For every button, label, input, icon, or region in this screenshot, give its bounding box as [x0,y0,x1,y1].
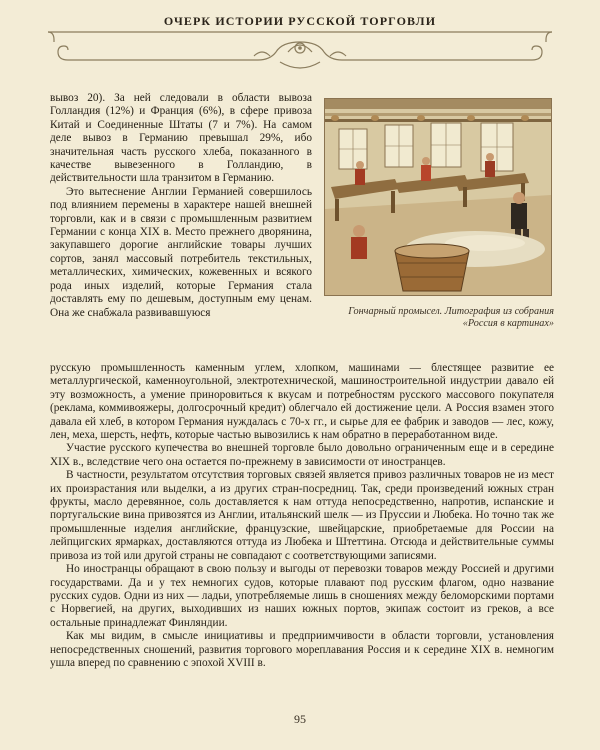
caption-line-2: «Россия в картинах» [462,318,554,329]
header-ornament [48,28,552,74]
running-title: ОЧЕРК ИСТОРИИ РУССКОЙ ТОРГОВЛИ [163,14,437,28]
running-header [48,10,552,74]
paragraph-5: Но иностранцы обращают в свою пользу и выгоды от перевозки товаров между Россией и другими государствами. Да и у тех немногих судов, которые плавают под русским флагом, одно название русских судов. Одни из них — ладьи, употребляемые лишь в сношениях между беломорскими портами с Норвегией, на других, выходивших из наших южных портов, экипаж состоит из греков, а все остальные принадлежат Финляндии. [50,563,554,629]
paragraph-1: вывоз 20). За ней следовали в области вывоза Голландия (12%) и Франция (6%), в сфере привоза Китай и Соединенные Штаты (7 и 7%). На самом деле вывоз в Германию превышал 29%, ибо значительная часть русского хлеба, показанного в качестве вывезенного в Голландию, в действительности шла транзитом в Германию. [50,92,312,185]
paragraph-6: Как мы видим, в смысле инициативы и предприимчивости в области торговли, установления непосредственных сношений, развития торгового мореплавания Россия и к середине XIX в. немногим ушла вперед по сравнению с эпохой XVIII в. [50,630,554,669]
figure-caption [318,306,554,330]
paragraph-4: В частности, результатом отсутствия торговых связей является привоз различных товаров не из мест их произрастания или выделки, а из других стран-посредниц. Так, среди произведений южных стран фрукты, масло деревянное, соль доставляется к нам оттуда непосредственно, напротив, испанские и португальские вина привозятся из Англии, итальянский шелк — из Пруссии и Любека. Но точно так же промышленные изделия английские, французские, швейцарские, приобретаемые для России на лейпцигских ярмарках, доставляются оттуда из Любека и Штеттина. Отсюда и действительные суммы привоза из той или другой страны не совпадают с соответствующими записями. [50,469,554,562]
workshop-lithograph-image [325,99,551,295]
main-text [50,362,554,670]
intro-column [50,92,312,320]
paragraph-3: Участие русского купечества во внешней торговле было довольно ограниченным еще и в середине XIX в., вследствие чего она остается по-прежнему в зависимости от иностранцев. [50,442,554,468]
paragraph-2-continued: русскую промышленность каменным углем, хлопком, машинами — блестящее развитие ее металлургической, каменноугольной, электротехнической, машиностроительной индустрии давало ей эту возможность, а умение приноровиться к вкусам и потребностям русского массового покупателя (реклама, коммивояжеры, долгосрочный кредит) облегчало ей достижение цели. А Россия взамен этого давала ей хлеб, в котором Германия нуждалась с 70-х гг., и сырье для ее фабрик и заводов — лес, кожу, лен, меха, шерсть, нефть, которые частью вывозились к нам обратно в переработанном виде. [50,362,554,442]
paragraph-2: Это вытеснение Англии Германией совершилось под влиянием перемены в характере нашей внешней торговли, как и в связи с промышленным развитием Германии с конца XIX в. Место прежнего дворянина, закупавшего дорогие английские товары лучших сортов, занял массовый потребитель текстильных, металлических, химических, кожевенных и всякого рода иных изделий, которые Германия стала доставлять ему по дешевым, доступным ему ценам. Она же снабжала развивавшуюся [50,185,312,319]
page-number: 95 [294,712,306,726]
pottery-illustration [324,98,552,296]
caption-line-1: Гончарный промысел. Литография из собрания [348,306,554,317]
